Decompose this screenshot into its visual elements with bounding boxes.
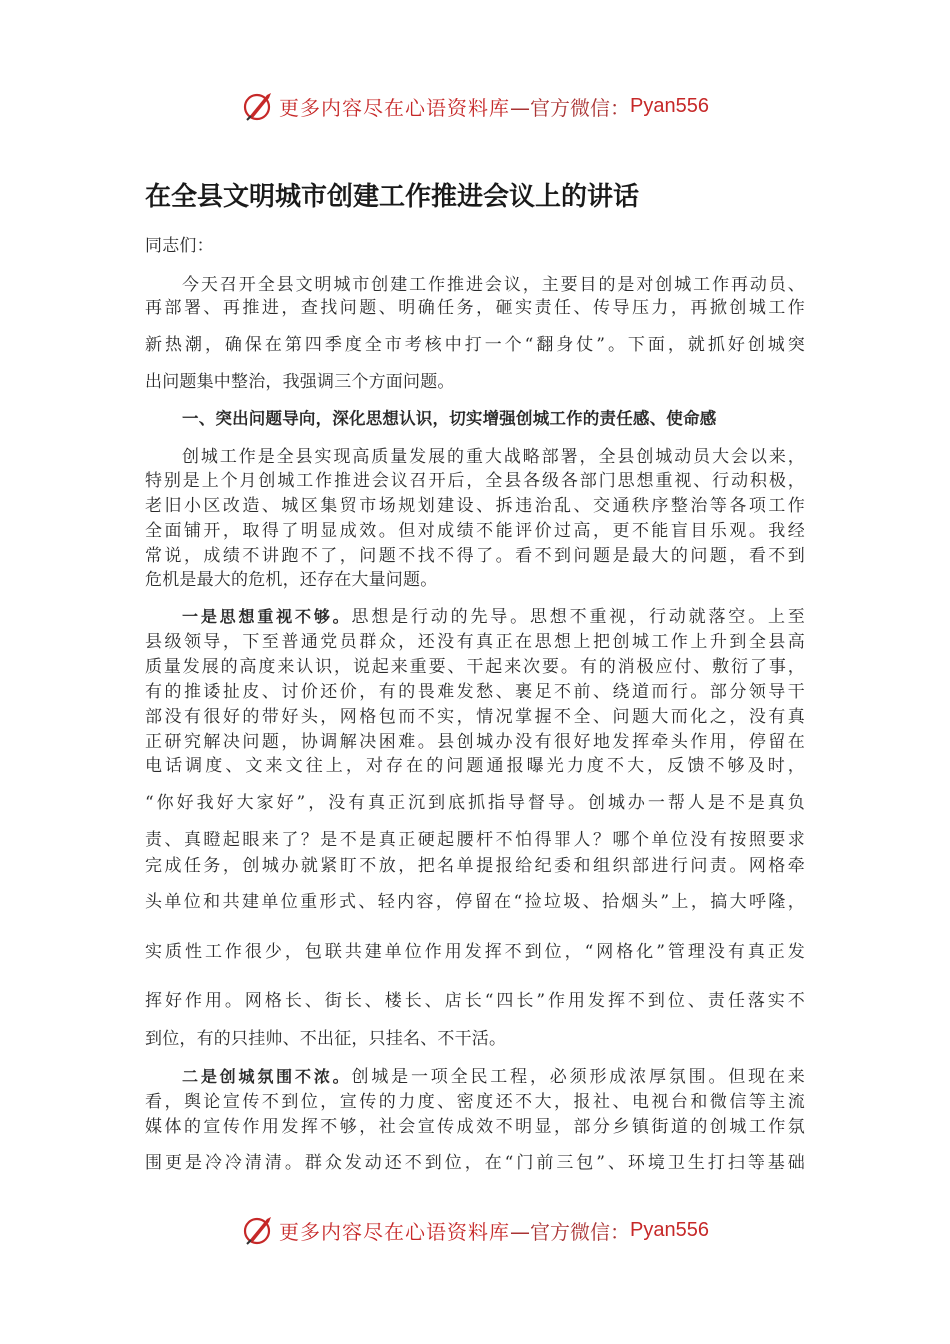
body-line: “你好我好大家好”，没有真正沉到底抓指导督导。创城办一帮人是不是真负 <box>145 793 805 813</box>
quill-logo-icon <box>241 1213 275 1247</box>
body-line: 常说，成绩不讲跑不了，问题不找不得了。看不到问题是最大的问题，看不到 <box>145 546 805 566</box>
body-line: 特别是上个月创城工作推进会议召开后，全县各级各部门思想重视、行动积极， <box>145 471 805 491</box>
intro-line: 新热潮，确保在第四季度全市考核中打一个“翻身仗”。下面，就抓好创城突 <box>145 335 805 355</box>
point-lead: 一是思想重视不够。 <box>182 607 352 626</box>
point-text: 思想是行动的先导。思想不重视，行动就落空。上至 <box>351 607 805 627</box>
body-line: 质量发展的高度来认识，说起来重要、干起来次要。有的消极应付、敷衍了事， <box>145 657 805 677</box>
watermark-text: 更多内容尽在心语资料库 <box>279 95 511 120</box>
body-line: 完成任务，创城办就紧盯不放，把名单提报给纪委和组织部进行问责。网格牵 <box>145 856 805 876</box>
body-line: 创城工作是全县实现高质量发展的重大战略部署，全县创城动员大会以来， <box>182 447 805 467</box>
intro-line: 再部署、再推进，查找问题、明确任务，砸实责任、传导压力，再掀创城工作 <box>145 298 805 318</box>
watermark-wechat-id: Pyan556 <box>630 1218 709 1241</box>
intro-line: 出问题集中整治，我强调三个方面问题。 <box>145 372 455 392</box>
point-text: 创城是一项全民工程，必须形成浓厚氛围。但现在来 <box>351 1067 805 1087</box>
document-title: 在全县文明城市创建工作推进会议上的讲话 <box>145 182 640 212</box>
watermark-text: 更多内容尽在心语资料库 <box>279 1219 511 1244</box>
intro-line: 今天召开全县文明城市创建工作推进会议，主要目的是对创城工作再动员、 <box>182 275 805 295</box>
body-line: 县级领导，下至普通党员群众，还没有真正在思想上把创城工作上升到全县高 <box>145 632 805 652</box>
body-line: 老旧小区改造、城区集贸市场规划建设、拆违治乱、交通秩序整治等各项工作 <box>145 496 805 516</box>
watermark-separator: —官方微信： <box>510 95 631 120</box>
body-line: 实质性工作很少，包联共建单位作用发挥不到位，“网格化”管理没有真正发 <box>145 942 805 962</box>
section-heading: 一、突出问题导向，深化思想认识，切实增强创城工作的责任感、使命感 <box>182 409 717 428</box>
body-line: 危机是最大的危机，还存在大量问题。 <box>145 570 438 590</box>
body-line: 挥好作用。网格长、街长、楼长、店长“四长”作用发挥不到位、责任落实不 <box>145 991 805 1011</box>
body-line: 头单位和共建单位重形式、轻内容，停留在“捡垃圾、拾烟头”上，搞大呼隆， <box>145 892 805 912</box>
watermark-footer <box>0 1210 950 1250</box>
body-line: 到位，有的只挂帅、不出征，只挂名、不干活。 <box>145 1029 507 1049</box>
body-line: 责、真瞪起眼来了？是不是真正硬起腰杆不怕得罪人？哪个单位没有按照要求 <box>145 830 805 850</box>
watermark-separator: —官方微信： <box>510 1219 631 1244</box>
salutation: 同志们： <box>145 236 214 256</box>
body-line: 正研究解决问题，协调解决困难。县创城办没有很好地发挥牵头作用，停留在 <box>145 732 805 752</box>
watermark-header <box>0 86 950 126</box>
point-first-line <box>182 1066 805 1088</box>
body-line: 电话调度、文来文往上，对存在的问题通报曝光力度不大，反馈不够及时， <box>145 756 805 776</box>
body-line: 媒体的宣传作用发挥不够，社会宣传成效不明显，部分乡镇街道的创城工作氛 <box>145 1117 805 1137</box>
body-line: 有的推诿扯皮、讨价还价，有的畏难发愁、裹足不前、绕道而行。部分领导干 <box>145 682 805 702</box>
body-line: 看，舆论宣传不到位，宣传的力度、密度还不大，报社、电视台和微信等主流 <box>145 1092 805 1112</box>
body-line: 全面铺开，取得了明显成效。但对成绩不能评价过高，更不能盲目乐观。我经 <box>145 521 805 541</box>
watermark-wechat-id: Pyan556 <box>630 94 709 117</box>
point-lead: 二是创城氛围不浓。 <box>182 1067 352 1086</box>
body-line: 部没有很好的带好头，网格包而不实，情况掌握不全、问题大而化之，没有真 <box>145 707 805 727</box>
quill-logo-icon <box>241 89 275 123</box>
body-line: 围更是冷冷清清。群众发动还不到位，在“门前三包”、环境卫生打扫等基础 <box>145 1153 805 1173</box>
point-first-line <box>182 606 805 628</box>
